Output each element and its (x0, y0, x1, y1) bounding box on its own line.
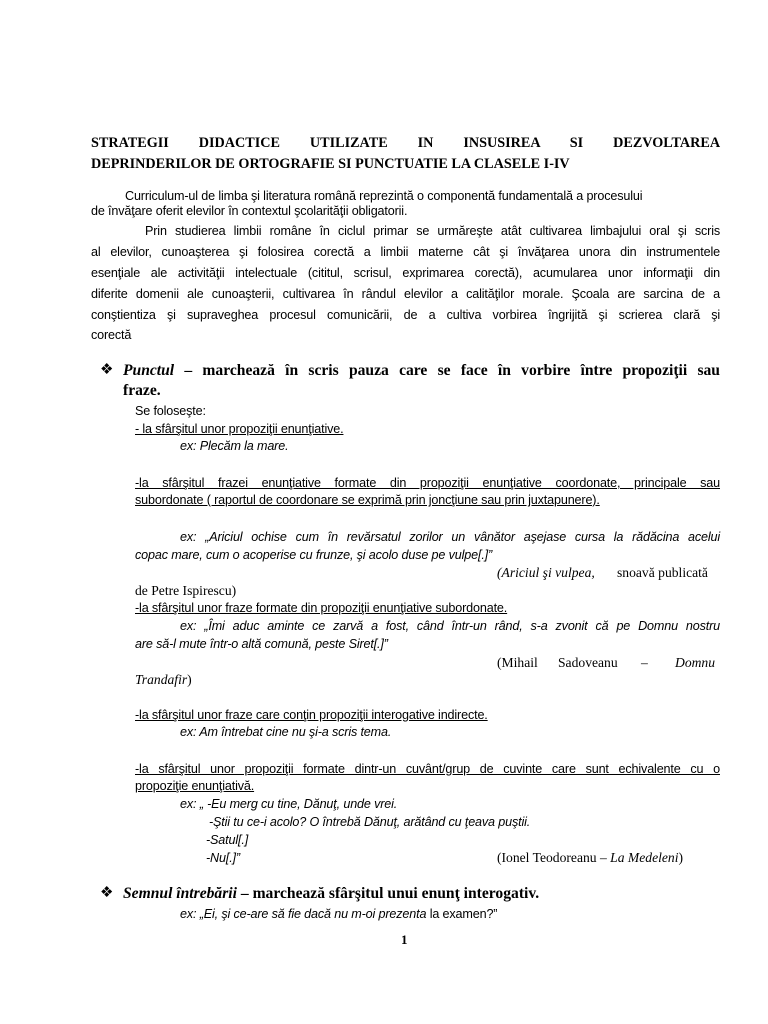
example-4: ex: Am întrebat cine nu şi-a scris tema. (180, 725, 392, 739)
rule-3: -la sfârşitul unor fraze formate din propoziţii enunţiative subordonate. (135, 601, 508, 615)
rule-1: - la sfârşitul unor propoziţii enunţiative. (135, 422, 344, 436)
source-3-author-last: Sadoveanu (558, 655, 618, 670)
intro-line-1: Curriculum-ul de limba şi literatura română reprezintă o componentă fundamentală a procesului (125, 189, 643, 203)
source-3-dash: – (641, 655, 648, 670)
punctul-term: Punctul (123, 362, 175, 379)
paragraph-line-2: al elevilor, cunoaşterea şi folosirea corectă a limbii materne cât şi învăţarea unora din instrumentele (91, 245, 720, 259)
example-2-line-1: ex: „Ariciul ochise cum în revărsatul zorilor un vânător aşejase cursa la rădăcina acelui (180, 530, 720, 544)
bullet-diamond-icon: ❖ (100, 362, 114, 378)
paragraph-line-5: conştientiza şi supraveghea procesul comunicării, de a cultiva vorbirea îngrijită şi scrierea clară şi (91, 308, 720, 322)
semnul-heading: Semnul întrebării – marchează sfârşitul unui enunţ interogativ. (123, 885, 540, 902)
source-3-author-first: (Mihail (497, 655, 538, 670)
rule-2-line-2: subordonate ( raportul de coordonare se exprimă prin joncţiune sau prin juxtapunere). (135, 493, 600, 507)
source-5: (Ionel Teodoreanu – La Medeleni) (497, 850, 684, 865)
paragraph-line-3: esenţiale ale activităţii intelectuale (cititul, scrisul, exprimarea corectă), acumularea unor informaţii din (91, 266, 720, 280)
paragraph-line-6: corectă (91, 328, 132, 342)
semnul-term: Semnul întrebării (123, 885, 237, 902)
source-2-author: de Petre Ispirescu) (135, 583, 237, 598)
document-title-line-2: DEPRINDERILOR DE ORTOGRAFIE SI PUNCTUATIE LA CLASELE I-IV (91, 156, 570, 172)
example-2-line-2: copac mare, cum o acoperise cu frunze, şi acolo duse pe vulpe[.]” (135, 548, 493, 562)
example-1: ex: Plecăm la mare. (180, 439, 289, 453)
punctul-heading-line-2: fraze. (123, 382, 161, 399)
source-2-desc: snoavă publicată (617, 565, 708, 580)
source-3-title-end: Trandafir) (135, 672, 192, 687)
paragraph-line-4: diferite domenii ale cunoaşterii, cultivarea în rândul elevilor a calităţilor morale. Şcoala are sarcina de a (91, 287, 720, 301)
dialogue-line-4: -Nu[.]” (206, 851, 240, 865)
page-number: 1 (401, 932, 408, 947)
dialogue-line-2: -Ştii tu ce-i acolo? O întrebă Dănuţ, arătând cu ţeava puştii. (209, 815, 531, 829)
rule-5-line-1: -la sfârşitul unor propoziţii formate dintr-un cuvânt/grup de cuvinte care sunt echivalente cu o (135, 762, 720, 776)
punctul-heading-line-1: Punctul – marchează în scris pauza care se face în vorbire între propoziţii sau (123, 362, 720, 379)
paragraph-line-1: Prin studierea limbii române în ciclul primar se urmăreşte atât cultivarea limbajului oral şi scris (145, 224, 720, 238)
dialogue-line-3: -Satul[.] (206, 833, 249, 847)
document-title-line-1: STRATEGII DIDACTICE UTILIZATE IN INSUSIREA SI DEZVOLTAREA (91, 135, 721, 151)
rule-4: -la sfârşitul unor fraze care conţin propoziţii interogative indirecte. (135, 708, 488, 722)
bullet-diamond-icon: ❖ (100, 885, 114, 901)
source-2-title: (Ariciul şi vulpea, (497, 565, 595, 580)
dialogue-line-1: ex: „ -Eu merg cu tine, Dănuţ, unde vrei. (180, 797, 398, 811)
example-3-line-2: are să-l mute într-o altă comună, peste Siret[.]” (135, 637, 388, 651)
rule-2-line-1: -la sfârşitul frazei enunţiative formate din propoziţii enunţiative coordonate, principale sau (135, 476, 720, 490)
se-foloseste-label: Se foloseşte: (135, 404, 206, 418)
rule-5-line-2: propoziţie enunţiativă. (135, 779, 255, 793)
example-3-line-1: ex: „Îmi aduc aminte ce zarvă a fost, când într-un rând, s-a zvonit că pe Domnu nostru (180, 619, 720, 633)
source-3-title-start: Domnu (675, 655, 716, 670)
semnul-example: ex: „Ei, şi ce-are să fie dacă nu m-oi prezenta la examen?” (180, 907, 498, 921)
intro-line-2: de învăţare oferit elevilor în contextul şcolarităţii obligatorii. (91, 204, 408, 218)
